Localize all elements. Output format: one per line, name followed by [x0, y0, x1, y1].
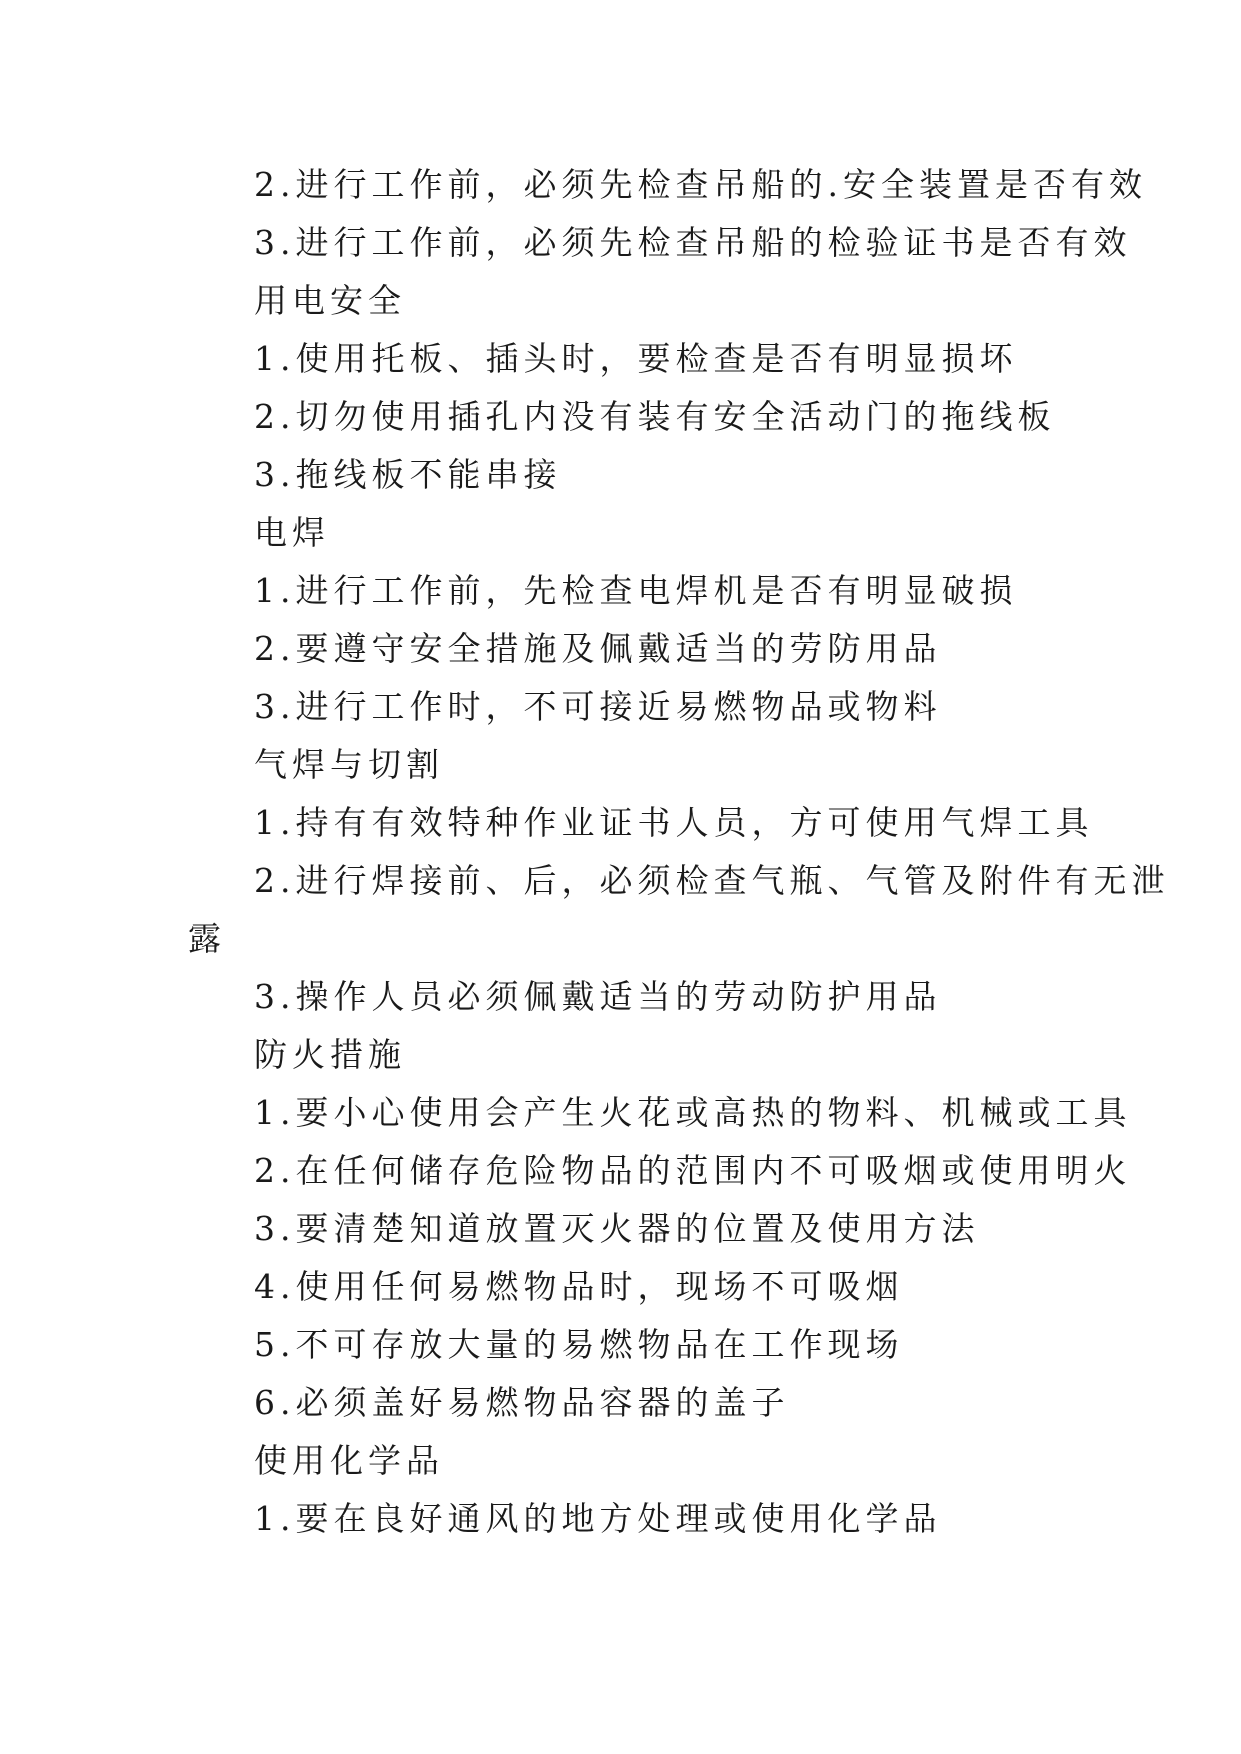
list-item: 2.进行焊接前、后，必须检查气瓶、气管及附件有无泄 — [254, 861, 1170, 900]
list-item-continuation: 露 — [188, 919, 226, 958]
list-item: 3.操作人员必须佩戴适当的劳动防护用品 — [254, 977, 942, 1016]
list-item: 4.使用任何易燃物品时，现场不可吸烟 — [254, 1267, 904, 1306]
section-heading: 电焊 — [254, 513, 330, 552]
list-item: 5.不可存放大量的易燃物品在工作现场 — [254, 1325, 904, 1364]
list-item: 3.进行工作前，必须先检查吊船的检验证书是否有效 — [254, 223, 1132, 262]
list-item: 2.在任何储存危险物品的范围内不可吸烟或使用明火 — [254, 1151, 1132, 1190]
list-item: 1.要在良好通风的地方处理或使用化学品 — [254, 1499, 942, 1538]
list-item: 2.进行工作前，必须先检查吊船的.安全装置是否有效 — [254, 165, 1147, 204]
section-heading: 用电安全 — [254, 281, 406, 320]
section-heading: 使用化学品 — [254, 1441, 444, 1480]
section-heading: 气焊与切割 — [254, 745, 444, 784]
list-item: 1.进行工作前，先检查电焊机是否有明显破损 — [254, 571, 1018, 610]
list-item: 3.进行工作时，不可接近易燃物品或物料 — [254, 687, 942, 726]
list-item: 1.持有有效特种作业证书人员，方可使用气焊工具 — [254, 803, 1094, 842]
list-item: 1.使用托板、插头时，要检查是否有明显损坏 — [254, 339, 1018, 378]
list-item: 6.必须盖好易燃物品容器的盖子 — [254, 1383, 790, 1422]
section-heading: 防火措施 — [254, 1035, 406, 1074]
document-body — [188, 156, 1170, 1548]
list-item: 3.要清楚知道放置灭火器的位置及使用方法 — [254, 1209, 980, 1248]
list-item: 1.要小心使用会产生火花或高热的物料、机械或工具 — [254, 1093, 1132, 1132]
list-item: 3.拖线板不能串接 — [254, 455, 562, 494]
list-item: 2.要遵守安全措施及佩戴适当的劳防用品 — [254, 629, 942, 668]
list-item: 2.切勿使用插孔内没有装有安全活动门的拖线板 — [254, 397, 1056, 436]
